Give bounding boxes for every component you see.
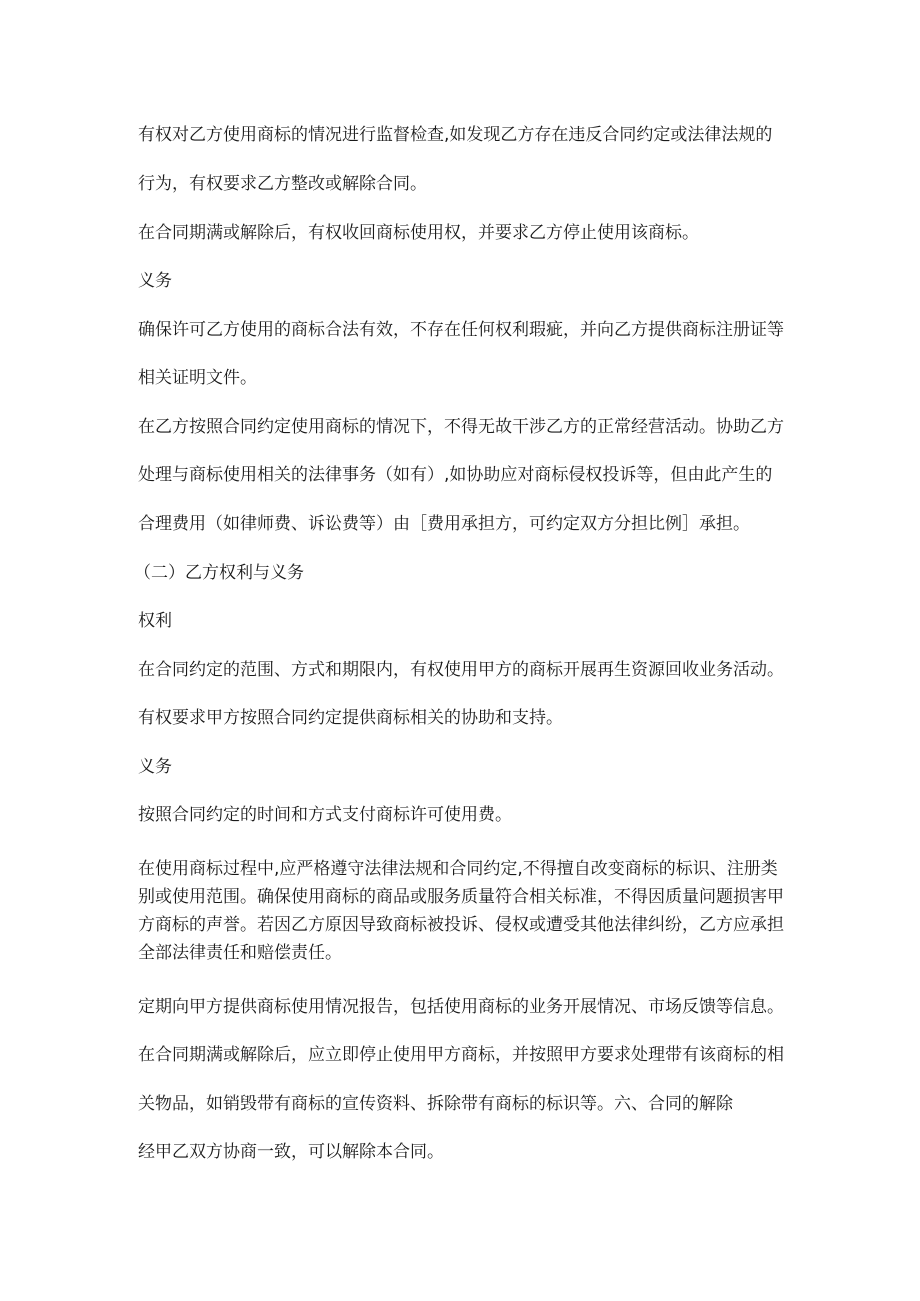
section-heading-rights: 权利 <box>138 611 172 631</box>
text-line: 合理费用（如律师费、诉讼费等）由［费用承担方，可约定双方分担比例］承担。 <box>138 514 750 534</box>
section-heading-obligations: 义务 <box>138 271 172 291</box>
text-line: 别或使用范围。确保使用商标的商品或服务质量符合相关标准，不得因质量问题损害甲 <box>138 887 784 907</box>
text-line: 方商标的声誉。若因乙方原因导致商标被投诉、侵权或遭受其他法律纠纷，乙方应承担 <box>138 915 784 935</box>
section-heading-obligations: 义务 <box>138 757 172 777</box>
text-line: 处理与商标使用相关的法律事务（如有）,如协助应对商标侵权投诉等，但由此产生的 <box>138 465 773 485</box>
text-line: 关物品，如销毁带有商标的宣传资料、拆除带有商标的标识等。六、合同的解除 <box>138 1094 733 1114</box>
text-line: 在合同约定的范围、方式和期限内，有权使用甲方的商标开展再生资源回收业务活动。 <box>138 660 784 680</box>
text-line: 确保许可乙方使用的商标合法有效，不存在任何权利瑕疵，并向乙方提供商标注册证等 <box>138 320 784 340</box>
text-line: 全部法律责任和赔偿责任。 <box>138 943 342 963</box>
text-line: 有权要求甲方按照合同约定提供商标相关的协助和支持。 <box>138 708 563 728</box>
section-heading-party-b: （二）乙方权利与义务 <box>134 563 304 583</box>
text-line: 经甲乙双方协商一致，可以解除本合同。 <box>138 1142 444 1162</box>
text-line: 按照合同约定的时间和方式支付商标许可使用费。 <box>138 805 512 825</box>
text-line: 在合同期满或解除后，有权收回商标使用权，并要求乙方停止使用该商标。 <box>138 223 699 243</box>
text-line: 在乙方按照合同约定使用商标的情况下，不得无故干涉乙方的正常经营活动。协助乙方 <box>138 417 784 437</box>
text-line: 有权对乙方使用商标的情况进行监督检查,如发现乙方存在违反合同约定或法律法规的 <box>138 125 773 145</box>
text-line: 在使用商标过程中,应严格遵守法律法规和合同约定,不得擅自改变商标的标识、注册类 <box>138 859 778 879</box>
text-line: 在合同期满或解除后，应立即停止使用甲方商标，并按照甲方要求处理带有该商标的相 <box>138 1045 784 1065</box>
text-line: 相关证明文件。 <box>138 368 257 388</box>
text-line: 行为，有权要求乙方整改或解除合同。 <box>138 174 427 194</box>
text-line: 定期向甲方提供商标使用情况报告，包括使用商标的业务开展情况、市场反馈等信息。 <box>138 997 784 1017</box>
